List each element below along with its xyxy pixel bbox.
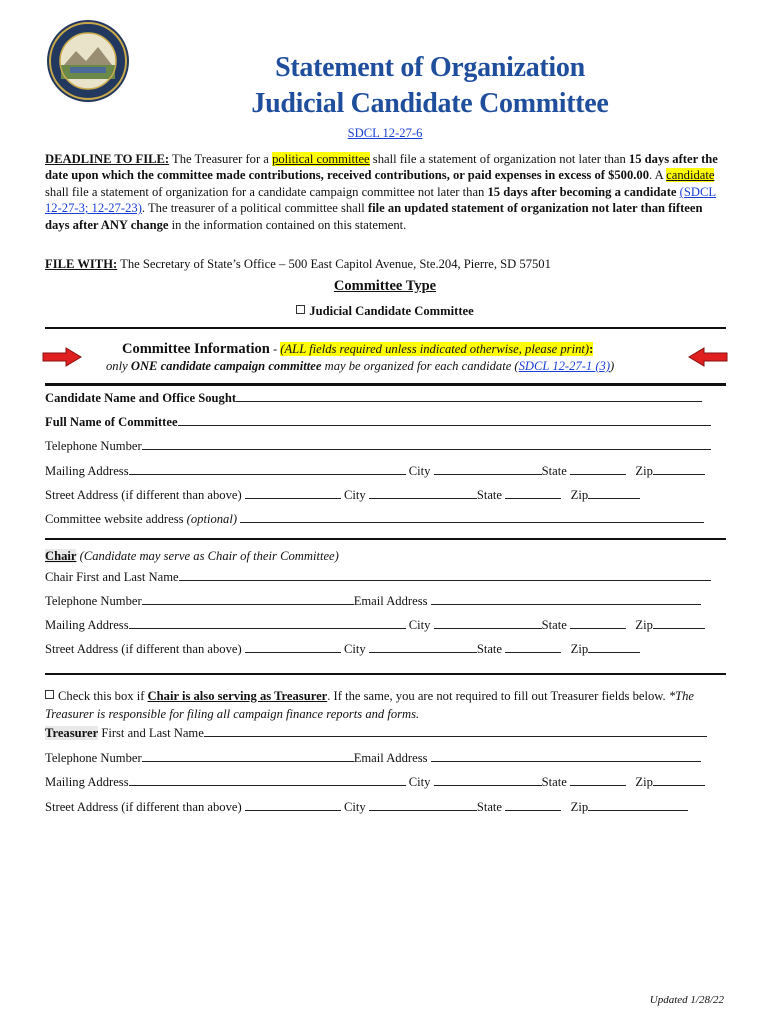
city-field[interactable] — [434, 774, 542, 786]
zip-label: Zip — [570, 488, 589, 502]
zip-label: Zip — [635, 618, 653, 632]
deadline-text: . A — [649, 168, 667, 183]
statute-link-2[interactable]: (SDCL 12-27-3; 12-27-23) — [45, 184, 717, 216]
file-with-line — [45, 257, 551, 272]
chair-mailing-field[interactable] — [129, 617, 406, 629]
treasurer-mailing-row — [45, 774, 705, 790]
deadline-paragraph — [45, 151, 725, 233]
chair-email-label: Email Address — [353, 594, 428, 608]
treasurer-name-field[interactable] — [204, 725, 707, 737]
website-label: Committee website address — [45, 512, 187, 526]
chair-telephone-label: Telephone Number — [45, 594, 142, 608]
deadline-text: The Treasurer for a — [169, 152, 273, 166]
divider — [45, 327, 726, 329]
treasurer-name-label: First and Last Name — [98, 726, 204, 740]
state-field[interactable] — [570, 617, 626, 629]
full-name-label: Full Name of Committee — [45, 415, 178, 429]
committee-info-heading-row — [122, 341, 593, 358]
committee-type-label: Judicial Candidate Committee — [309, 304, 474, 318]
zip-field[interactable] — [588, 641, 640, 653]
zip-field[interactable] — [653, 774, 705, 786]
chair-street-label: Street Address (if different than above) — [45, 642, 242, 656]
state-label: State — [541, 464, 567, 478]
committee-info-heading: Committee Information — [122, 341, 270, 357]
note-text: ) — [610, 359, 615, 373]
state-label: State — [476, 642, 503, 656]
treasurer-mailing-label: Mailing Address — [45, 775, 129, 789]
zip-label: Zip — [635, 775, 653, 789]
candidate-name-row — [45, 390, 702, 406]
chair-label: Chair — [45, 549, 77, 563]
state-field[interactable] — [505, 799, 561, 811]
zip-field[interactable] — [588, 799, 688, 811]
divider — [45, 383, 726, 386]
city-label: City — [408, 464, 431, 478]
mailing-label: Mailing Address — [45, 464, 129, 478]
state-field[interactable] — [570, 774, 626, 786]
chair-name-label: Chair First and Last Name — [45, 570, 179, 584]
treasurer-name-row — [45, 725, 707, 741]
check-bold: Chair is also serving as Treasurer — [147, 689, 328, 703]
optional-label: (optional) — [186, 512, 238, 526]
city-field[interactable] — [369, 487, 477, 499]
page-title-line1: Statement of Organization — [275, 52, 585, 83]
website-row — [45, 511, 704, 527]
committee-type-heading: Committee Type — [333, 278, 437, 294]
statute-link-3[interactable]: SDCL 12-27-1 (3) — [518, 359, 611, 373]
zip-label: Zip — [570, 800, 589, 814]
mailing-row — [45, 463, 705, 479]
political-committee-link[interactable]: political committee — [272, 152, 370, 166]
city-field[interactable] — [369, 799, 477, 811]
updated-date: Updated 1/28/22 — [649, 994, 724, 1006]
telephone-field[interactable] — [142, 438, 711, 450]
note-text: may be organized for each candidate ( — [321, 359, 519, 373]
zip-field[interactable] — [653, 617, 705, 629]
deadline-label: DEADLINE TO FILE: — [45, 152, 170, 166]
city-label: City — [343, 488, 366, 502]
required-note: (ALL fields required unless indicated otherwise, please print) — [280, 342, 590, 356]
deadline-text: shall file a statement of organization not later than — [369, 152, 629, 166]
treasurer-telephone-label: Telephone Number — [45, 751, 142, 765]
file-with-label: FILE WITH: — [45, 257, 118, 271]
zip-field[interactable] — [653, 463, 705, 475]
city-label: City — [343, 800, 366, 814]
file-with-address: The Secretary of State’s Office – 500 East Capitol Avenue, Ste.204, Pierre, SD 57501 — [117, 257, 551, 271]
treasurer-check-paragraph — [45, 687, 725, 723]
check-note: *The Treasurer is responsible for filing all campaign finance reports and forms. — [45, 689, 695, 721]
deadline-bold: 15 days after the date upon which the committee made contributions, received contributions, or paid expenses in excess of $500.00 — [45, 152, 718, 183]
state-label: State — [476, 488, 503, 502]
check-text: . If the same, you are not required to fill out Treasurer fields below. — [327, 689, 669, 703]
committee-type-option[interactable] — [0, 304, 770, 319]
left-arrow-icon — [688, 347, 728, 371]
city-label: City — [408, 618, 431, 632]
mailing-field[interactable] — [129, 463, 406, 475]
chair-street-field[interactable] — [245, 641, 341, 653]
candidate-name-label: Candidate Name and Office Sought — [45, 391, 237, 405]
treasurer-phone-email-row — [45, 750, 701, 766]
chair-phone-email-row — [45, 593, 701, 609]
state-field[interactable] — [505, 641, 561, 653]
statute-link[interactable]: SDCL 12-27-6 — [347, 126, 423, 140]
treasurer-email-label: Email Address — [353, 751, 428, 765]
page-title-line2: Judicial Candidate Committee — [251, 88, 609, 119]
city-field[interactable] — [369, 641, 477, 653]
treasurer-telephone-field[interactable] — [142, 750, 354, 762]
full-name-row — [45, 414, 711, 430]
city-field[interactable] — [434, 463, 542, 475]
treasurer-street-row — [45, 799, 688, 815]
street-label: Street Address (if different than above) — [45, 488, 242, 502]
city-field[interactable] — [434, 617, 542, 629]
chair-mailing-row — [45, 617, 705, 633]
telephone-row — [45, 438, 711, 454]
street-row — [45, 487, 640, 503]
state-label: State — [541, 775, 567, 789]
note-bold: ONE candidate campaign committee — [130, 359, 322, 373]
chair-heading-row — [45, 548, 339, 564]
deadline-bold: 15 days after becoming a candidate — [487, 184, 677, 199]
divider — [45, 538, 726, 540]
chair-name-row — [45, 569, 711, 585]
state-label: State — [541, 618, 567, 632]
city-label: City — [343, 642, 366, 656]
right-arrow-icon — [42, 347, 82, 371]
zip-field[interactable] — [588, 487, 640, 499]
chair-name-field[interactable] — [179, 569, 711, 581]
chair-telephone-field[interactable] — [142, 593, 354, 605]
chair-email-field[interactable] — [431, 593, 701, 605]
required-colon: : — [589, 342, 594, 356]
treasurer-mailing-field[interactable] — [129, 774, 406, 786]
state-label: State — [476, 800, 503, 814]
deadline-text: in the information contained on this statement. — [168, 217, 407, 232]
deadline-bold: file an updated statement of organization not later than fifteen days after ANY change — [45, 201, 703, 232]
treasurer-street-field[interactable] — [245, 799, 341, 811]
zip-label: Zip — [570, 642, 589, 656]
state-field[interactable] — [570, 463, 626, 475]
full-name-field[interactable] — [178, 414, 711, 426]
chair-mailing-label: Mailing Address — [45, 618, 129, 632]
check-text: Check this box if — [58, 689, 148, 703]
state-field[interactable] — [505, 487, 561, 499]
city-label: City — [408, 775, 431, 789]
chair-street-row — [45, 641, 640, 657]
candidate-name-field[interactable] — [236, 390, 702, 402]
committee-info-dash: - — [269, 342, 281, 356]
note-text: only — [106, 359, 131, 373]
treasurer-street-label: Street Address (if different than above) — [45, 800, 242, 814]
street-field[interactable] — [245, 487, 341, 499]
chair-is-treasurer-checkbox[interactable] — [45, 690, 54, 699]
treasurer-label: Treasurer — [45, 726, 99, 740]
zip-label: Zip — [635, 464, 653, 478]
deadline-text: . The treasurer of a political committee shall — [141, 201, 368, 216]
divider — [45, 673, 726, 675]
telephone-label: Telephone Number — [45, 439, 142, 453]
treasurer-email-field[interactable] — [431, 750, 701, 762]
candidate-link[interactable]: candidate — [666, 168, 715, 183]
website-field[interactable] — [240, 511, 704, 523]
deadline-text: shall file a statement of organization for a candidate campaign committee not later than — [45, 184, 488, 199]
chair-note: (Candidate may serve as Chair of their Committee) — [76, 549, 339, 563]
one-committee-note — [106, 359, 614, 374]
judicial-committee-checkbox[interactable] — [296, 305, 305, 314]
